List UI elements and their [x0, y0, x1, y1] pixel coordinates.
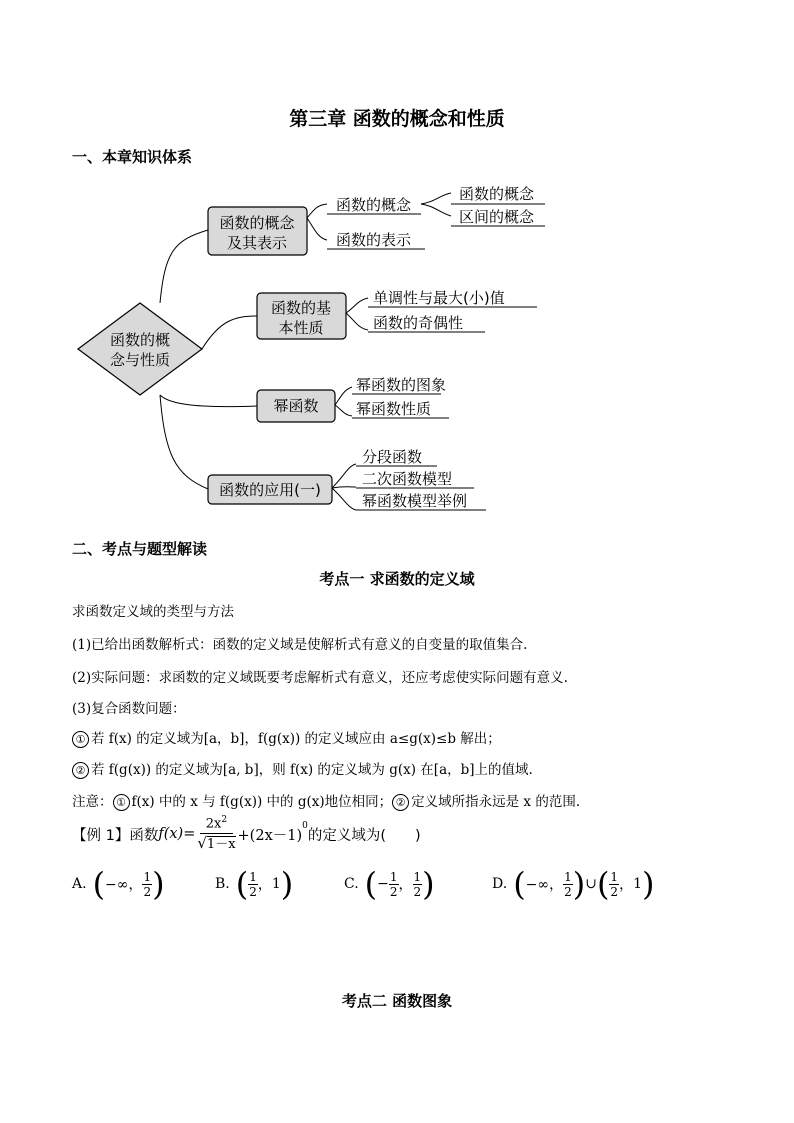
fraction-denominator: 1－x: [206, 837, 236, 853]
note-circled-two: ②: [392, 794, 409, 811]
b1-box-label-1: 函数的概念: [219, 214, 295, 232]
kaodian-1-heading: 考点一 求函数的定义域: [319, 570, 475, 588]
example-plus-exp: 0: [302, 821, 308, 831]
b1-box-label-2: 及其表示: [226, 234, 288, 252]
paragraph-practical-problem: (2)实际问题：求函数的定义域既要考虑解析式有意义，还应考虑使实际问题有意义.: [72, 670, 568, 686]
b2-item-2: 函数的奇偶性: [373, 314, 464, 332]
b4-item-2: 二次函数模型: [362, 470, 453, 488]
paragraph-case-1: [72, 727, 501, 748]
center-label-1: 函数的概: [109, 331, 171, 349]
option-b-letter: B.: [215, 876, 230, 892]
paren-left: (: [92, 865, 106, 903]
option-a[interactable]: A. ( −∞， $\frac{1}{2}$ ): [72, 865, 165, 903]
center-diamond: [78, 303, 202, 395]
example-fx: f(x)=: [158, 826, 196, 843]
option-d[interactable]: D. ( −∞， $\frac{1}{2}$ ) ∪ ( $\frac{1}{2}$ ， 1 ): [492, 865, 655, 903]
fraction-numerator: 2x: [205, 816, 222, 832]
paren-right: ): [152, 865, 165, 903]
option-c[interactable]: C. ( − $\frac{1}{2}$ ， $\frac{1}{2}$ ): [344, 865, 435, 903]
note-circled-one: ①: [113, 794, 130, 811]
b3-item-2: 幂函数性质: [356, 400, 432, 418]
example-label: 【例 1】函数: [72, 827, 159, 844]
option-b[interactable]: B. ( $\frac{1}{2}$ ， 1 ): [215, 865, 294, 903]
paragraph-case-2: [72, 758, 533, 779]
example-1: [72, 815, 421, 853]
b4-box-label: 函数的应用(一): [219, 481, 321, 499]
paragraph-note: [72, 790, 580, 811]
map-underlines: [327, 204, 545, 510]
case-1-text: 若 f(x) 的定义域为[a，b]，f(g(x)) 的定义域应由 a≤g(x)≤b 解出；: [91, 731, 501, 747]
example-tail: 的定义域为( ): [307, 827, 421, 844]
note-part-2: 定义域所指永远是 x 的范围.: [411, 794, 581, 810]
circled-two: ②: [72, 762, 89, 779]
b1-item-2: 函数的表示: [336, 231, 412, 249]
option-c-letter: C.: [344, 876, 359, 892]
paragraph-given-formula: (1)已给出函数解析式：函数的定义域是使解析式有意义的自变量的取值集合.: [72, 637, 528, 653]
union-symbol: ∪: [585, 876, 597, 892]
b1-sub-2: 区间的概念: [459, 208, 535, 226]
paragraph-composite: (3)复合函数问题：: [72, 701, 186, 717]
case-2-text: 若 f(g(x)) 的定义域为[a, b]，则 f(x) 的定义域为 g(x) 在[a，b]上的值域.: [91, 762, 533, 778]
b1-item-1: 函数的概念: [336, 196, 412, 214]
example-plus-term: +(2x－1): [237, 827, 303, 844]
b4-item-1: 分段函数: [362, 448, 423, 466]
b1-sub-1: 函数的概念: [459, 185, 535, 203]
b4-item-3: 幂函数模型举例: [362, 492, 468, 510]
center-label-2: 念与性质: [109, 351, 171, 369]
paragraph-types-methods: 求函数定义域的类型与方法: [72, 604, 234, 620]
b2-item-1: 单调性与最大(小)值: [373, 289, 505, 307]
page-title: 第三章 函数的概念和性质: [289, 108, 505, 130]
note-label: 注意：: [72, 794, 113, 810]
option-a-letter: A.: [72, 876, 87, 892]
b3-box-label: 幂函数: [273, 397, 319, 415]
b2-box-label-1: 函数的基: [270, 299, 332, 317]
fraction-numerator-exp: 2: [221, 815, 228, 825]
circled-one: ①: [72, 731, 89, 748]
note-part-1: f(x) 中的 x 与 f(g(x)) 中的 g(x)地位相同；: [131, 794, 393, 810]
neg-infinity: −∞，: [105, 877, 143, 893]
option-d-letter: D.: [492, 876, 508, 892]
example-fraction: $\frac{2x^2}{√1-x}$: [197, 815, 236, 853]
knowledge-mind-map: [0, 0, 794, 540]
b3-item-1: 幂函数的图象: [356, 376, 447, 394]
kaodian-2-heading: 考点二 函数图象: [341, 992, 453, 1010]
section-heading-1: 一、本章知识体系: [72, 148, 193, 166]
section-heading-2: 二、考点与题型解读: [72, 540, 208, 558]
b2-box-label-2: 本性质: [278, 319, 324, 337]
